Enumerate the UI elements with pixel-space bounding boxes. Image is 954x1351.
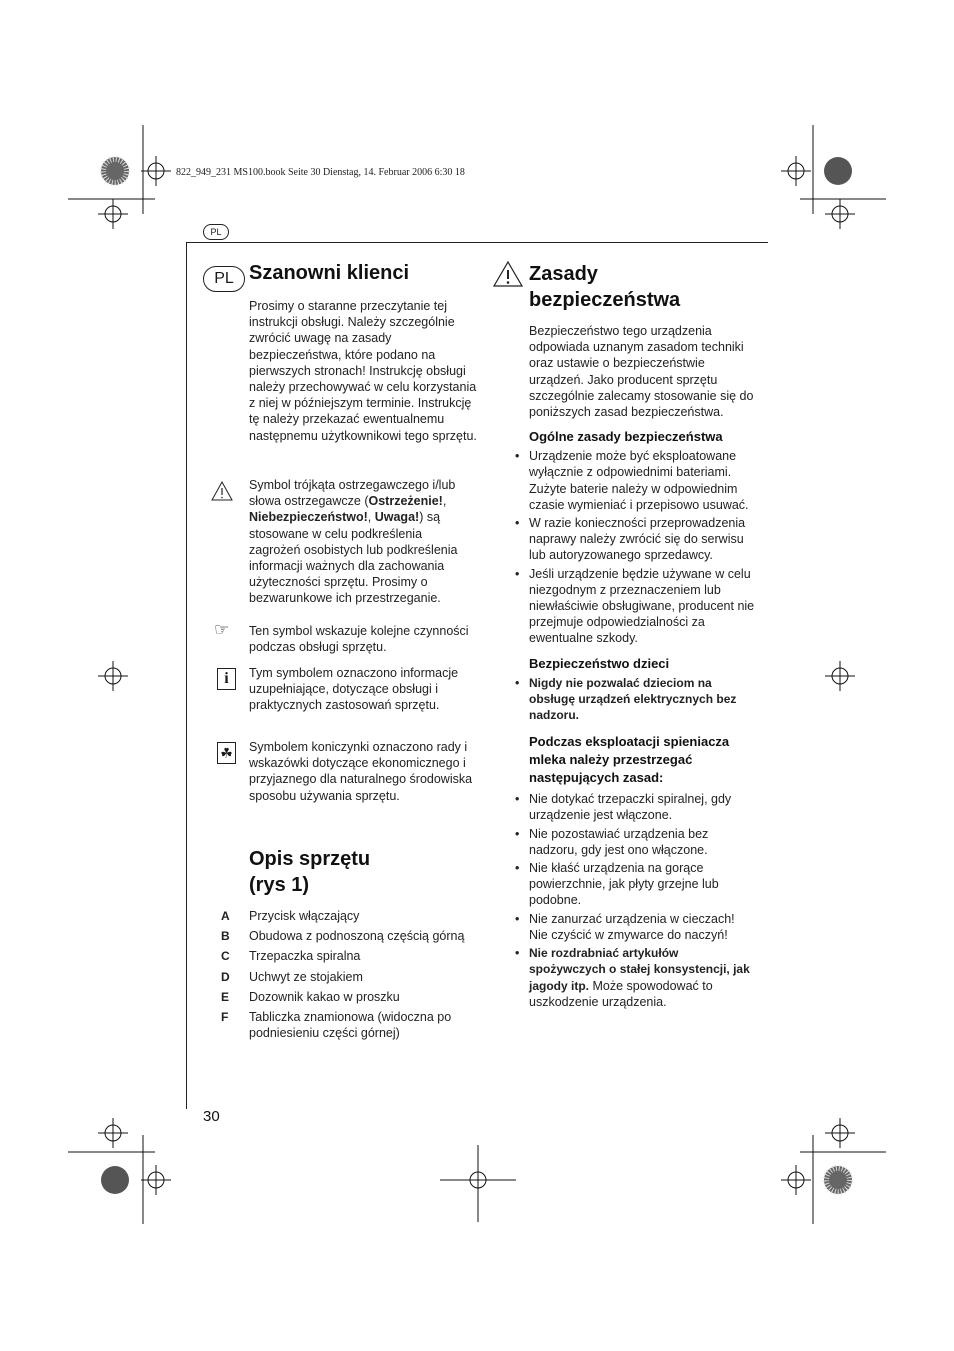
- part-text: Uchwyt ze stojakiem: [249, 969, 363, 984]
- bullet-dot: •: [515, 861, 520, 876]
- intro-title: Szanowni klienci: [249, 262, 410, 284]
- bullet-dot: •: [515, 826, 520, 841]
- language-badge: PL: [203, 266, 245, 292]
- list-item: [515, 515, 755, 564]
- safety-title-line-1: Zasady: [529, 263, 598, 285]
- intro-text: Prosimy o staranne przeczytanie tej instrukcji obsługi. Należy szczególnie zwrócić uwagę na zasady bezpieczeństwa, które podano na pierwszych stronach! Instrukcję obsługi należy przechowywać w celu korzystania z niej w późniejszym terminie. Instrukcję tę należy przekazać ewentualnemu następnemu użytkownikowi tego sprzętu.: [249, 299, 477, 443]
- parts-title-line-1: Opis sprzętu: [249, 848, 371, 870]
- warning-word-3: Uwaga!: [374, 510, 420, 525]
- warning-word-1: Ostrzeżenie!: [368, 494, 443, 509]
- info-text: Tym symbolem oznaczono informacje uzupełniające, dotyczące obsługi i praktycznych zastosowań sprzętu.: [249, 666, 459, 713]
- bullet-dot: •: [515, 566, 520, 581]
- left-rule: [186, 242, 187, 1109]
- general-heading: Ogólne zasady bezpieczeństwa: [529, 429, 723, 445]
- list-item-text: Nie kłaść urządzenia na gorące powierzchnie, jak płyty grzejne lub podobne.: [529, 861, 719, 908]
- part-letter: C: [221, 949, 230, 964]
- bullet-dot: •: [515, 792, 520, 807]
- parts-section: [221, 846, 477, 1045]
- page-number: 30: [203, 1108, 220, 1125]
- parts-list-item: [221, 969, 477, 985]
- list-item-text: Nie pozostawiać urządzenia bez nadzoru, gdy jest ono włączone.: [529, 826, 709, 857]
- file-header: 822_949_231 MS100.book Seite 30 Dienstag, 14. Februar 2006 6:30 18: [176, 167, 465, 178]
- warning-sep-2: ,: [367, 510, 375, 525]
- last-rule-list: [515, 945, 755, 1010]
- clover-text: Symbolem koniczynki oznaczono rady i wskazówki dotyczące ekonomicznego i przyjaznego dla naturalnego środowiska sposobu używania sprzętu.: [249, 740, 473, 803]
- list-item: [515, 791, 755, 823]
- warning-paragraph: [249, 477, 475, 607]
- part-text: Trzepaczka spiralna: [249, 949, 361, 964]
- part-letter: A: [221, 909, 230, 923]
- bullet-dot: •: [515, 911, 520, 926]
- parts-list-item: [221, 908, 477, 924]
- parts-list-item: [221, 928, 477, 944]
- list-item-text: Nie dotykać trzepaczki spiralnej, gdy urządzenie jest włączone.: [529, 792, 732, 823]
- top-rule: [186, 242, 768, 243]
- general-rules-list: [515, 448, 755, 646]
- warning-text-b: ) są stosowane w celu podkreślenia zagrożeń osobistych lub podkreślenia informacji ważnych dla zachowania użyteczności sprzętu. Prosimy o bezwarunkowe ich przestrzeganie.: [249, 510, 458, 606]
- list-item: [515, 826, 755, 858]
- list-item-text: Urządzenie może być eksploatowane wyłącznie z odpowiednimi bateriami. Zużyte baterie należy w odpowiednim czasie wymieniać i przepisowo usuwać.: [529, 449, 749, 512]
- safety-intro: Bezpieczeństwo tego urządzenia odpowiada uznanym zasadom techniki oraz ustawie o bezpieczeństwie urządzeń. Jako producent sprzętu szczególnie zalecamy stosowanie się do poniższych zasad bezpieczeństwa.: [529, 324, 754, 420]
- operation-heading: Podczas eksploatacji spieniacza mleka należy przestrzegać następujących zasad:: [529, 734, 730, 786]
- warning-sep-1: ,: [442, 494, 447, 509]
- bullet-dot: •: [515, 449, 520, 464]
- list-item-text: Nie zanurzać urządzenia w cieczach! Nie czyścić w zmywarce do naczyń!: [529, 911, 735, 942]
- children-heading: Bezpieczeństwo dzieci: [529, 655, 670, 671]
- operation-rules-list: [515, 791, 755, 943]
- list-item: [515, 911, 755, 943]
- list-item-text: Jeśli urządzenie będzie używane w celu niezgodnym z przeznaczeniem lub niewłaściwie obsługiwane, producent nie przejmuje odpowiedzialności za ewentualne szkody.: [529, 566, 755, 646]
- bullet-dot: •: [515, 516, 520, 531]
- clover-icon: ☘: [217, 742, 236, 764]
- list-item: [515, 566, 755, 647]
- language-badge-small: PL: [203, 224, 229, 240]
- warning-word-2: Niebezpieczeństwo!: [249, 510, 368, 525]
- part-text: Obudowa z podnoszoną częścią górną: [249, 929, 465, 944]
- intro-section: [249, 260, 477, 444]
- safety-section: [515, 261, 755, 1012]
- part-letter: D: [221, 969, 230, 984]
- part-letter: E: [221, 989, 230, 1004]
- part-text: Dozownik kakao w proszku: [249, 989, 400, 1004]
- part-text: Tabliczka znamionowa (widoczna po podniesieniu części górnej): [249, 1010, 452, 1041]
- safety-title-line-2: bezpieczeństwa: [529, 289, 681, 311]
- pointing-hand-icon: ☞: [214, 620, 230, 639]
- list-item: [515, 448, 755, 513]
- parts-list: [221, 908, 477, 1041]
- hand-text: Ten symbol wskazuje kolejne czynności podczas obsługi sprzętu.: [249, 624, 469, 655]
- warning-triangle-icon: [211, 481, 233, 501]
- info-icon: i: [217, 668, 236, 690]
- list-item: • Nie rozdrabniać artykułów spożywczych o stałej konsystencji, jak jagody itp. Może spowodować to uszkodzenie urządzenia.: [515, 946, 750, 1009]
- warning-text-a: Symbol trójkąta ostrzegawczego i/lub słowa ostrzegawcze (: [249, 478, 456, 509]
- parts-list-item: [221, 989, 477, 1005]
- list-item: [515, 860, 755, 909]
- parts-list-item: [221, 948, 477, 964]
- list-item-text: W razie konieczności przeprowadzenia naprawy należy zwrócić się do serwisu lub autoryzowanego sprzedawcy.: [529, 516, 746, 563]
- children-rules-list: [515, 675, 755, 724]
- part-text: Przycisk włączający: [249, 909, 360, 923]
- parts-list-item: [221, 1009, 477, 1041]
- part-letter: B: [221, 929, 230, 944]
- list-item: • Nigdy nie pozwalać dzieciom na obsługę urządzeń elektrycznych bez nadzoru.: [515, 675, 737, 723]
- parts-title-line-2: (rys 1): [249, 874, 310, 896]
- part-letter: F: [221, 1010, 229, 1025]
- safety-warning-icon: [492, 260, 524, 288]
